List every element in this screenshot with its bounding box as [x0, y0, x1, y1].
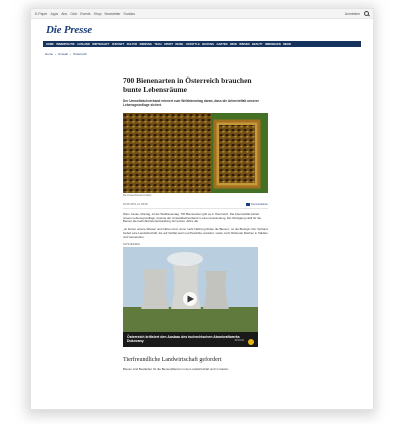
- nav-item[interactable]: MEHR: [283, 42, 291, 46]
- search-icon[interactable]: [364, 11, 369, 16]
- masthead: [31, 19, 373, 41]
- breadcrumb-separator: ›: [55, 52, 57, 56]
- nav-item[interactable]: AUSLAND: [77, 42, 90, 46]
- article-lead: Der Umweltdachverband erinnert zum Weltbienentag daran, dass die Artenvielfalt unserer Lebensgrundlage sichert.: [123, 99, 259, 108]
- breadcrumb-item[interactable]: Home: [45, 52, 54, 56]
- nav-item[interactable]: SPORT: [163, 42, 173, 46]
- article-body-tail: [123, 368, 268, 372]
- top-link[interactable]: Events: [80, 11, 91, 16]
- top-utility-bar: [31, 9, 373, 19]
- article-title: 700 Bienenarten in Österreich brauchen bunte Lebensräume: [123, 76, 252, 94]
- video-player[interactable]: [123, 247, 258, 332]
- top-link[interactable]: Sudoku: [123, 11, 136, 16]
- login-link[interactable]: Anmelden: [344, 11, 360, 16]
- comments-label: Kommentieren: [251, 202, 268, 206]
- cooling-towers-image: [123, 247, 258, 332]
- nav-item[interactable]: TECH: [154, 42, 162, 46]
- nav-item[interactable]: GARTEN: [216, 42, 228, 46]
- video-badge-icon: [248, 339, 254, 345]
- article-meta: [123, 203, 268, 209]
- nav-item[interactable]: KULTUR: [126, 42, 138, 46]
- comments-link[interactable]: [246, 203, 268, 206]
- top-link[interactable]: Apps: [50, 11, 59, 16]
- bee-photo: [123, 113, 268, 193]
- breadcrumb-separator: ›: [70, 52, 72, 56]
- top-link[interactable]: Newsletter: [104, 11, 121, 16]
- paragraph: „Je bunter unsere Wiesen und Gärten sind, umso mehr Nahrung finden die Bienen“, so die Biologin. Der Verband fordert eine Landwirtschaft, die auf Vielfalt setzt und Pestizide reduziert, sowie mehr blühende Flächen in Städten und Gemeinden.: [123, 226, 268, 239]
- video-label[interactable]: SCHLIESSEN: [123, 243, 140, 247]
- browser-page: [30, 8, 374, 410]
- nav-item[interactable]: HOME: [46, 42, 54, 46]
- breadcrumb: [45, 52, 359, 56]
- nav-item[interactable]: BILDUNG: [202, 42, 215, 46]
- nav-item[interactable]: REISE: [175, 42, 184, 46]
- top-link[interactable]: Club: [70, 11, 78, 16]
- article: [123, 77, 268, 375]
- top-links: [35, 12, 345, 16]
- video-title: Österreich kritisiert den Ausbau des tschechischen Atomkraftwerks Dukovany: [127, 335, 240, 344]
- article-date: 20.05.2019 um 09:48: [123, 202, 148, 206]
- nav-item[interactable]: MEINUNG: [139, 42, 152, 46]
- bee-photo-image: [123, 113, 268, 193]
- nav-item[interactable]: WIRTSCHAFT: [92, 42, 110, 46]
- photo-caption: Die Presse/Clemens Fabry: [123, 193, 152, 197]
- logo[interactable]: Die Presse: [46, 24, 92, 36]
- paragraph: Wien. Heute, Montag, ist der Weltbienentag. 700 Bienenarten gibt es in Österreich. Die Artenvielfalt sichert unsere Lebensgrundlage, betonte der Umweltdachverband in einer Aussendung. Der Rückgang stellt für die Bienen die bedrohlichste Entwicklung der letzten Jahre dar.: [123, 211, 262, 224]
- top-right: [345, 11, 369, 16]
- nav-item[interactable]: BEAUTY: [251, 42, 263, 46]
- nav-item[interactable]: INNENPOLITIK: [56, 42, 75, 46]
- video-caption[interactable]: [123, 332, 258, 347]
- breadcrumb-item[interactable]: Umwelt: [58, 52, 69, 56]
- top-link[interactable]: E-Paper: [35, 11, 48, 16]
- main-nav: [43, 41, 361, 47]
- paragraph: Bienen sind Bestäuber für die Bienenpflanzen in der Landwirtschaft und im Garten.: [123, 366, 230, 371]
- nav-item[interactable]: WEIN: [229, 42, 237, 46]
- comment-icon: [246, 203, 250, 206]
- nav-item[interactable]: LIFESTYLE: [185, 42, 200, 46]
- nav-item[interactable]: IMMOBILIEN: [265, 42, 281, 46]
- top-link[interactable]: Abo: [61, 11, 68, 16]
- video-duration: 00:01:02: [234, 339, 244, 343]
- nav-item[interactable]: ZUKUNFT: [111, 42, 125, 46]
- nav-item[interactable]: WISSEN: [239, 42, 250, 46]
- article-body: [123, 213, 268, 240]
- article-subhead: Tierfreundliche Landwirtschaft gefordert: [123, 356, 222, 363]
- top-link[interactable]: Shop: [93, 11, 102, 16]
- breadcrumb-item[interactable]: Österreich: [73, 52, 87, 56]
